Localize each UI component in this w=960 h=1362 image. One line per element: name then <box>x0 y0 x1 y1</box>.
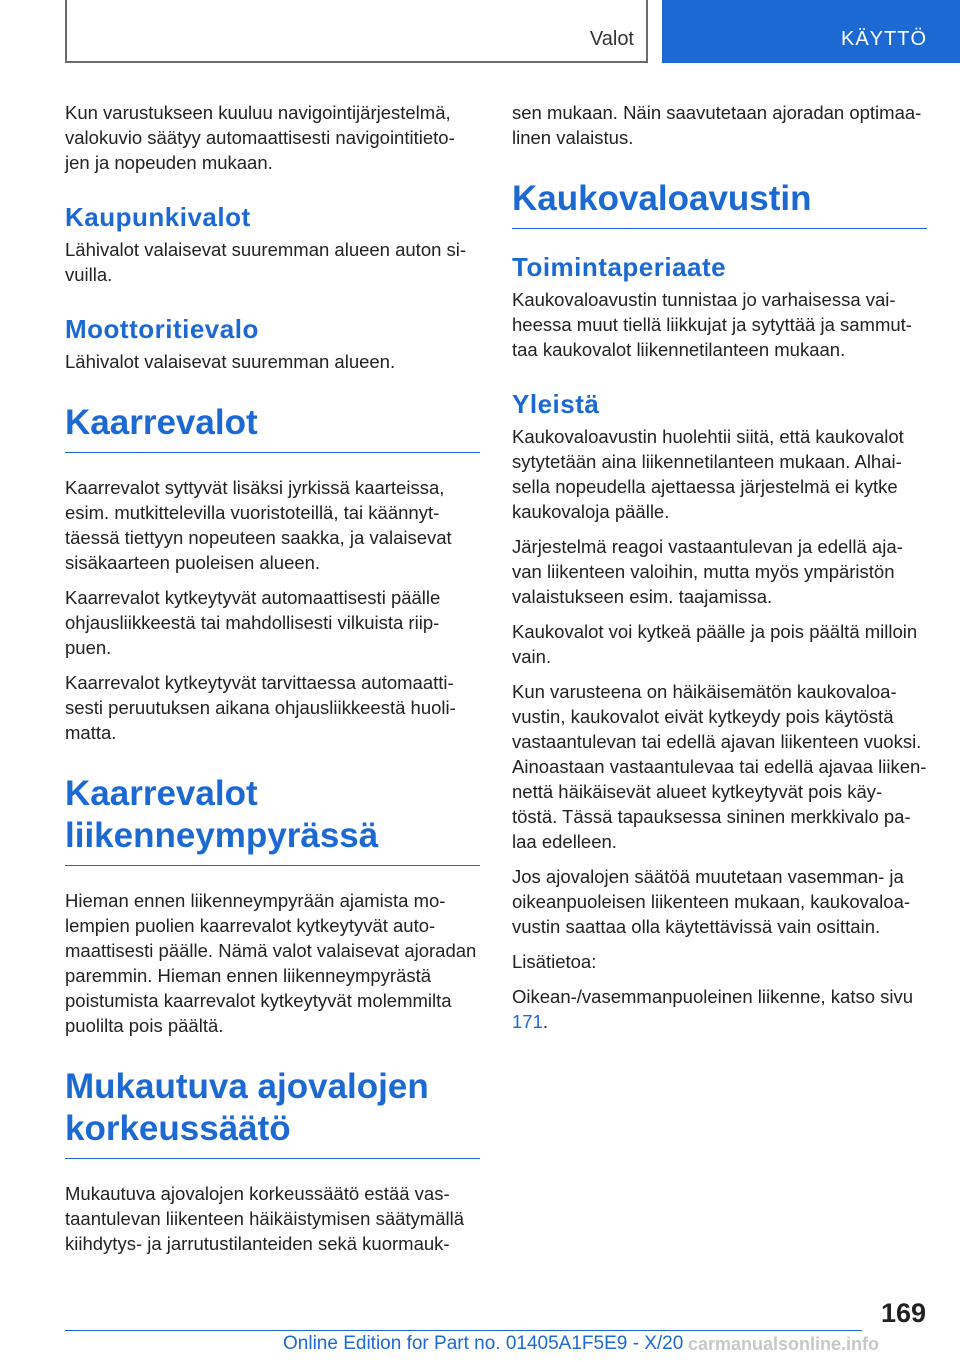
heading-kaupunkivalot: Kaupunkivalot <box>65 202 251 232</box>
footer-divider <box>65 1330 862 1331</box>
right-column <box>512 100 927 1044</box>
paragraph-yleista-5: Jos ajovalojen säätöä muutetaan vasemman- ja oikeanpuoleisen liikenteen mukaan, kaukovaloa- vustin saattaa olla käytettävissä vain osittain. <box>512 866 911 937</box>
paragraph-yleista-2: Järjestelmä reagoi vastaantulevan ja edellä aja- van liikenteen valoihin, mutta myös ympäristön valaistukseen esim. taajamissa. <box>512 536 903 607</box>
paragraph-continuation: sen mukaan. Näin saavutetaan ajoradan optimaa- linen valaistus. <box>512 102 922 148</box>
paragraph-kaarrevalot-2: Kaarrevalot kytkeytyvät automaattisesti päälle ohjausliikkeestä tai mahdollisesti vilkuista riip- puen. <box>65 587 441 658</box>
heading-liikenneympyra <box>65 773 480 866</box>
heading-korkeussaato <box>65 1066 480 1159</box>
heading-yleista: Yleistä <box>512 389 600 419</box>
paragraph-toimintaperiaate: Kaukovaloavustin tunnistaa jo varhaisessa vai- heessa muut tiellä liikkujat ja sytyttää ja sammut- taa kaukovalot liikennetilanteen mukaan. <box>512 289 912 360</box>
paragraph-lisatietoa: Lisätietoa: <box>512 951 597 972</box>
heading-korkeussaato-line1: Mukautuva ajovalojen <box>65 1067 429 1106</box>
paragraph-yleista-3: Kaukovalot voi kytkeä päälle ja pois päältä milloin vain. <box>512 621 918 667</box>
heading-kaukovaloavustin <box>512 178 927 229</box>
paragraph-kaupunkivalot: Lähivalot valaisevat suuremman alueen auton si- vuilla. <box>65 239 467 285</box>
paragraph-yleista-1: Kaukovaloavustin huolehtii siitä, että kaukovalot sytytetään aina liikennetilanteen mukaan. Alhai- sella nopeudella ajettaessa järjestelmä ei kytke kaukovaloja päälle. <box>512 426 904 522</box>
paragraph-yleista-4: Kun varusteena on häikäisemätön kaukovaloa- vustin, kaukovalot eivät kytkeydy pois käytöstä vastaantulevan tai edellä ajavan liikenteen vuoksi. Ainoastaan vastaantulevaa tai edellä ajavaa liiken- nettä häikäisevät alueet kytkeytyvät pois käy- töstä. Tässä tapauksessa sininen merkkivalo pa- laa edelleen. <box>512 681 927 852</box>
header-section-title: Valot <box>589 28 634 50</box>
paragraph-moottoritievalo: Lähivalot valaisevat suuremman alueen. <box>65 351 396 372</box>
page-number: 169 <box>880 1298 926 1328</box>
intro-paragraph: Kun varustukseen kuuluu navigointijärjestelmä, valokuvio säätyy automaattisesti navigointitieto- jen ja nopeuden mukaan. <box>65 102 455 173</box>
reference-text: Oikean-/vasemmanpuoleinen liikenne, katso sivu <box>512 986 914 1007</box>
paragraph-kaarrevalot-1: Kaarrevalot syttyvät lisäksi jyrkissä kaarteissa, esim. mutkittelevilla vuoristoteillä, tai käännyt- täessä tiettyyn nopeuteen saakka, ja valaisevat sisäkaarteen puoleisen alueen. <box>65 477 452 573</box>
paragraph-kaarrevalot-3: Kaarrevalot kytkeytyvät tarvittaessa automaatti- sesti peruutuksen aikana ohjausliikkeestä huoli- matta. <box>65 672 456 743</box>
header-chapter-tab[interactable] <box>662 0 960 63</box>
header-frame <box>65 0 648 63</box>
page-reference-link[interactable]: 171 <box>512 1011 543 1032</box>
heading-toimintaperiaate: Toimintaperiaate <box>512 252 727 282</box>
left-column <box>65 100 480 1266</box>
paragraph-korkeussaato: Mukautuva ajovalojen korkeussäätö estää vas- taantulevan liikenteen häikäistymisen säätymällä kiihdytys- ja jarrutustilanteiden sekä kuormauk- <box>65 1183 464 1254</box>
header-chapter-label: KÄYTTÖ <box>840 28 927 50</box>
heading-kaukovaloavustin-text: Kaukovaloavustin <box>512 179 812 218</box>
paragraph-reference <box>512 984 927 1034</box>
footer-edition: Online Edition for Part no. 01405A1F5E9 - X/20 <box>283 1333 684 1354</box>
reference-end: . <box>542 1011 549 1032</box>
heading-kaarrevalot-text: Kaarrevalot <box>65 403 258 442</box>
heading-korkeussaato-line2: korkeussäätö <box>65 1109 291 1148</box>
heading-moottoritievalo: Moottoritievalo <box>65 314 259 344</box>
watermark-text: carmanualsonline.info <box>688 1334 880 1354</box>
paragraph-liikenneympyra: Hieman ennen liikenneympyrään ajamista mo- lempien puolien kaarrevalot kytkeytyvät auto- maattisesti päälle. Nämä valot valaisevat ajoradan paremmin. Hieman ennen liikenneympyrästä poistumista kaarrevalot kytkeytyvät molemmilta puolilta pois päältä. <box>65 890 477 1036</box>
heading-liikenneympyra-line2: liikenneympyrässä <box>65 816 379 855</box>
heading-kaarrevalot <box>65 402 480 453</box>
heading-liikenneympyra-line1: Kaarrevalot <box>65 774 258 813</box>
